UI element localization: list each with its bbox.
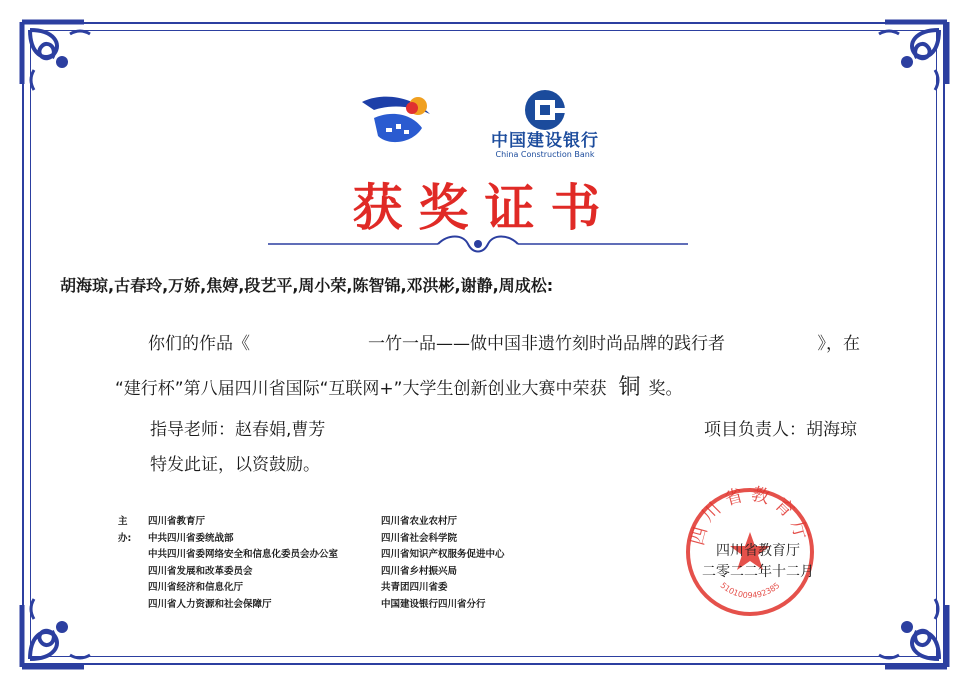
organizer-item: 四川省知识产权服务促进中心 [381, 549, 505, 560]
organizer-item: 四川省发展和改革委员会 [148, 565, 253, 577]
line2-prefix: “建行杯”第八届四川省国际“互联网+”大学生创新创业大赛中荣获 [115, 379, 607, 399]
award-line-2 [115, 370, 683, 401]
ornamental-divider-icon [268, 232, 688, 256]
organizer-item: 四川省经济和信息化厅 [148, 582, 244, 593]
closing-line: 特发此证，以资鼓励。 [150, 455, 320, 475]
organizer-item: 四川省教育厅 [148, 516, 206, 527]
organizer-item: 四川省人力资源和社会保障厅 [148, 598, 272, 610]
issuer-name: 四川省教育厅 [716, 543, 800, 559]
corner-ornament-icon [845, 565, 955, 675]
organizers-label: 主办: [118, 516, 132, 544]
organizer-item: 四川省乡村振兴局 [381, 565, 458, 577]
competition-logo-icon [352, 84, 452, 154]
organizer-item: 四川省社会科学院 [381, 532, 458, 544]
advisor-line: 指导老师：赵春娟,曹芳 [150, 420, 326, 440]
organizer-item: 中共四川省委统战部 [148, 532, 234, 544]
recipient-names: 胡海琼,古春玲,万娇,焦婷,段艺平,周小荣,陈智锦,邓洪彬,谢静,周成松: [60, 276, 554, 295]
project-leader-line: 项目负责人：胡海琼 [704, 420, 857, 440]
bank-name-cn: 中国建设银行 [491, 131, 599, 151]
issuer-signature [688, 541, 828, 583]
ccb-logo [480, 88, 610, 158]
line1-prefix: 你们的作品《 [148, 334, 250, 354]
organizer-item: 共青团四川省委 [381, 582, 448, 593]
corner-ornament-icon [14, 565, 124, 675]
corner-ornament-icon [14, 14, 124, 124]
line2-suffix: 奖。 [648, 379, 683, 399]
organizer-item: 中共四川省委网络安全和信息化委员会办公室 [148, 549, 339, 560]
organizers-left [148, 514, 338, 613]
seal-number: 5101009492385 [718, 580, 782, 601]
award-level: 铜 [618, 375, 641, 400]
work-title: 一竹一品——做中国非遗竹刻时尚品牌的践行者 [368, 334, 725, 354]
line1-suffix: 》，在 [817, 334, 860, 354]
organizer-item: 中国建设银行四川省分行 [381, 598, 486, 610]
svg-text:5101009492385 [719, 581, 782, 600]
organizers-right [381, 514, 505, 613]
seal-ring-text: 四川省教育厅 [687, 483, 813, 548]
corner-ornament-icon [845, 14, 955, 124]
certificate-title: 获奖证书 [352, 178, 617, 237]
bank-name-en: China Construction Bank [495, 150, 595, 159]
issue-date: 二零二二年十二月 [702, 564, 814, 580]
ccb-logo-icon [523, 88, 567, 132]
organizer-item: 四川省农业农村厅 [381, 516, 458, 527]
award-line-1 [148, 329, 860, 353]
